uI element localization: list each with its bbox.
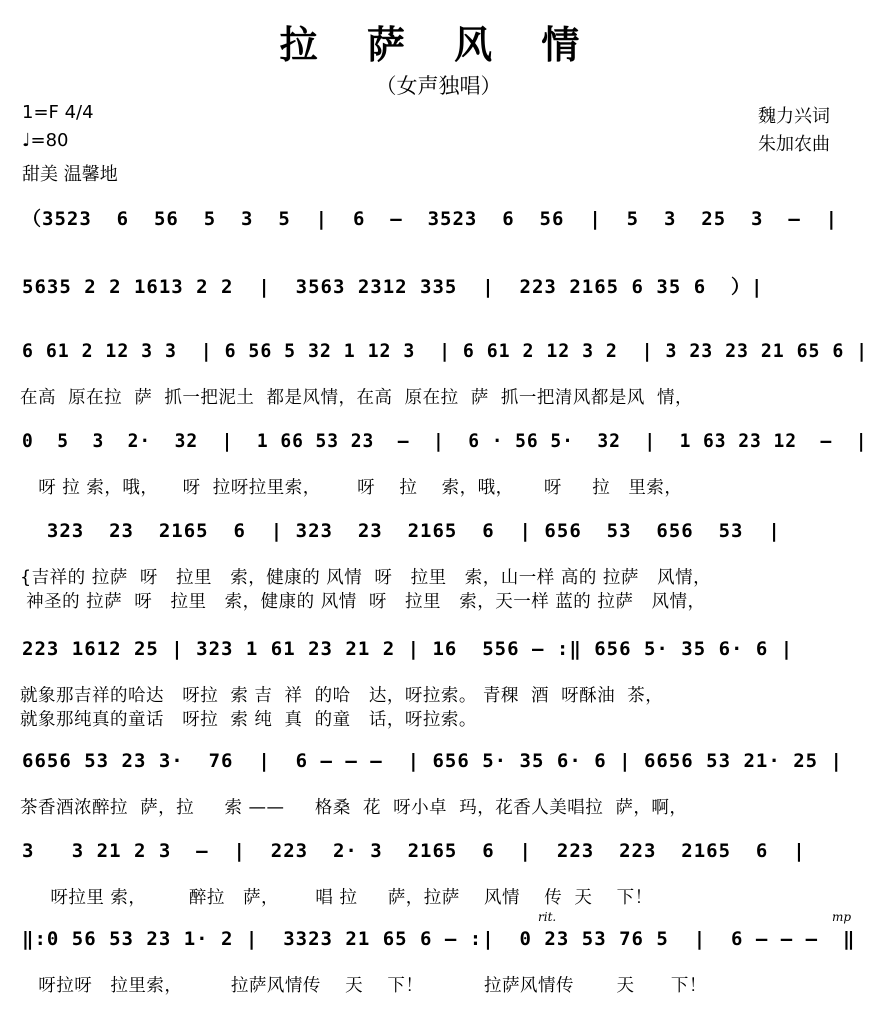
lyricist-credit: 魏力兴词	[758, 106, 830, 127]
song-subtitle: （女声独唱）	[375, 74, 502, 98]
notation-line: 323 23 2165 6 | 323 23 2165 6 | 656 53 656 53 |	[22, 520, 781, 542]
notation-line: （3523 6 56 5 3 5 | 6 – 3523 6 56 | 5 3 25 3 – |	[22, 204, 838, 231]
tempo-marking: ♩=80	[22, 130, 69, 151]
notation-line: 5635 2 2 1613 2 2 | 3563 2312 335 | 223 2165 6 35 6 ）|	[22, 272, 763, 299]
song-title: 拉 萨 风 情	[279, 22, 598, 67]
lyric-line: 茶香酒浓醉拉 萨，拉 索 —— 格桑 花 呀小卓 玛，花香人美唱拉 萨，啊，	[20, 798, 688, 818]
lyric-line: 就象那吉祥的哈达 呀拉 索 吉 祥 的哈 达，呀拉索。 青稞 酒 呀酥油 茶，	[20, 686, 664, 706]
lyric-line: 呀拉里 索， 醉拉 萨， 唱 拉 萨，拉萨 风情 传 天 下！	[20, 888, 653, 908]
ritardando-marking: rit.	[538, 910, 557, 924]
lyric-line: 在高 原在拉 萨 抓一把泥土 都是风情，在高 原在拉 萨 抓一把清风都是风 情，	[20, 388, 694, 408]
notation-line: 6656 53 23 3· 76 | 6 – – – | 656 5· 35 6· 6 | 6656 53 21· 25 |	[22, 750, 843, 772]
notation-line: ‖:0 56 53 23 1· 2 | 3323 21 65 6 – :| 0 23 53 76 5 | 6 – – – ‖	[22, 928, 856, 950]
lyric-line: {吉祥的 拉萨 呀 拉里 索，健康的 风情 呀 拉里 索，山一样 高的 拉萨 风情，	[20, 568, 712, 588]
lyric-line: 呀 拉 索，哦， 呀 拉呀拉里索， 呀 拉 索，哦， 呀 拉 里索，	[20, 478, 683, 498]
notation-line: 3 3 21 2 3 – | 223 2· 3 2165 6 | 223 223 2165 6 |	[22, 840, 806, 862]
expression-marking: 甜美 温馨地	[22, 164, 118, 185]
dynamic-marking: mp	[832, 910, 852, 924]
lyric-line: 神圣的 拉萨 呀 拉里 索，健康的 风情 呀 拉里 索，天一样 蓝的 拉萨 风情，	[20, 592, 706, 612]
notation-line: 6 61 2 12 3 3 | 6 56 5 32 1 12 3 | 6 61 2 12 3 2 | 3 23 23 21 65 6 |	[22, 340, 869, 362]
key-signature: 1=F 4/4	[22, 102, 94, 123]
notation-line: 223 1612 25 | 323 1 61 23 21 2 | 16 556 – :‖ 656 5· 35 6· 6 |	[22, 638, 794, 660]
lyric-line: 呀拉呀 拉里索， 拉萨风情传 天 下！ 拉萨风情传 天 下！	[20, 976, 707, 996]
notation-line: 0 5 3 2· 32 | 1 66 53 23 – | 6 · 56 5· 32 | 1 63 23 12 – |	[22, 430, 868, 452]
composer-credit: 朱加农曲	[758, 134, 830, 155]
lyric-line: 就象那纯真的童话 呀拉 索 纯 真 的童 话，呀拉索。	[20, 710, 477, 730]
